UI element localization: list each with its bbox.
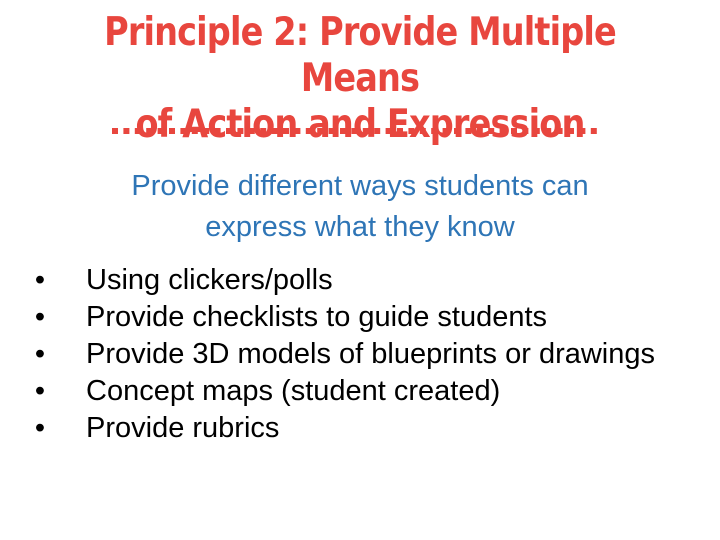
dotted-divider xyxy=(110,125,604,137)
bullet-marker: • xyxy=(34,264,46,296)
bullet-item xyxy=(22,299,712,336)
slide-title-line-1: Principle 2: Provide Multiple Means xyxy=(104,10,616,101)
bullet-item xyxy=(22,262,712,299)
bullet-marker: • xyxy=(34,412,46,444)
slide-title-line-2: of Action and Expression xyxy=(135,102,585,147)
bullet-item xyxy=(22,336,712,373)
bullet-marker: • xyxy=(34,338,46,370)
bullet-item xyxy=(22,410,712,447)
bullet-text: Provide 3D models of blueprints or drawings xyxy=(86,338,655,370)
bullet-text: Provide rubrics xyxy=(86,412,280,444)
slide-subtitle-line-1: Provide different ways students can xyxy=(131,170,589,202)
bullet-marker: • xyxy=(34,375,46,407)
slide-subtitle-line-2: express what they know xyxy=(205,211,515,243)
bullet-list xyxy=(22,262,712,447)
bullet-text: Using clickers/polls xyxy=(86,264,333,296)
bullet-marker: • xyxy=(34,301,46,333)
bullet-item xyxy=(22,373,712,410)
slide-subtitle xyxy=(30,166,690,248)
bullet-text: Provide checklists to guide students xyxy=(86,301,548,333)
bullet-text: Concept maps (student created) xyxy=(86,375,501,407)
